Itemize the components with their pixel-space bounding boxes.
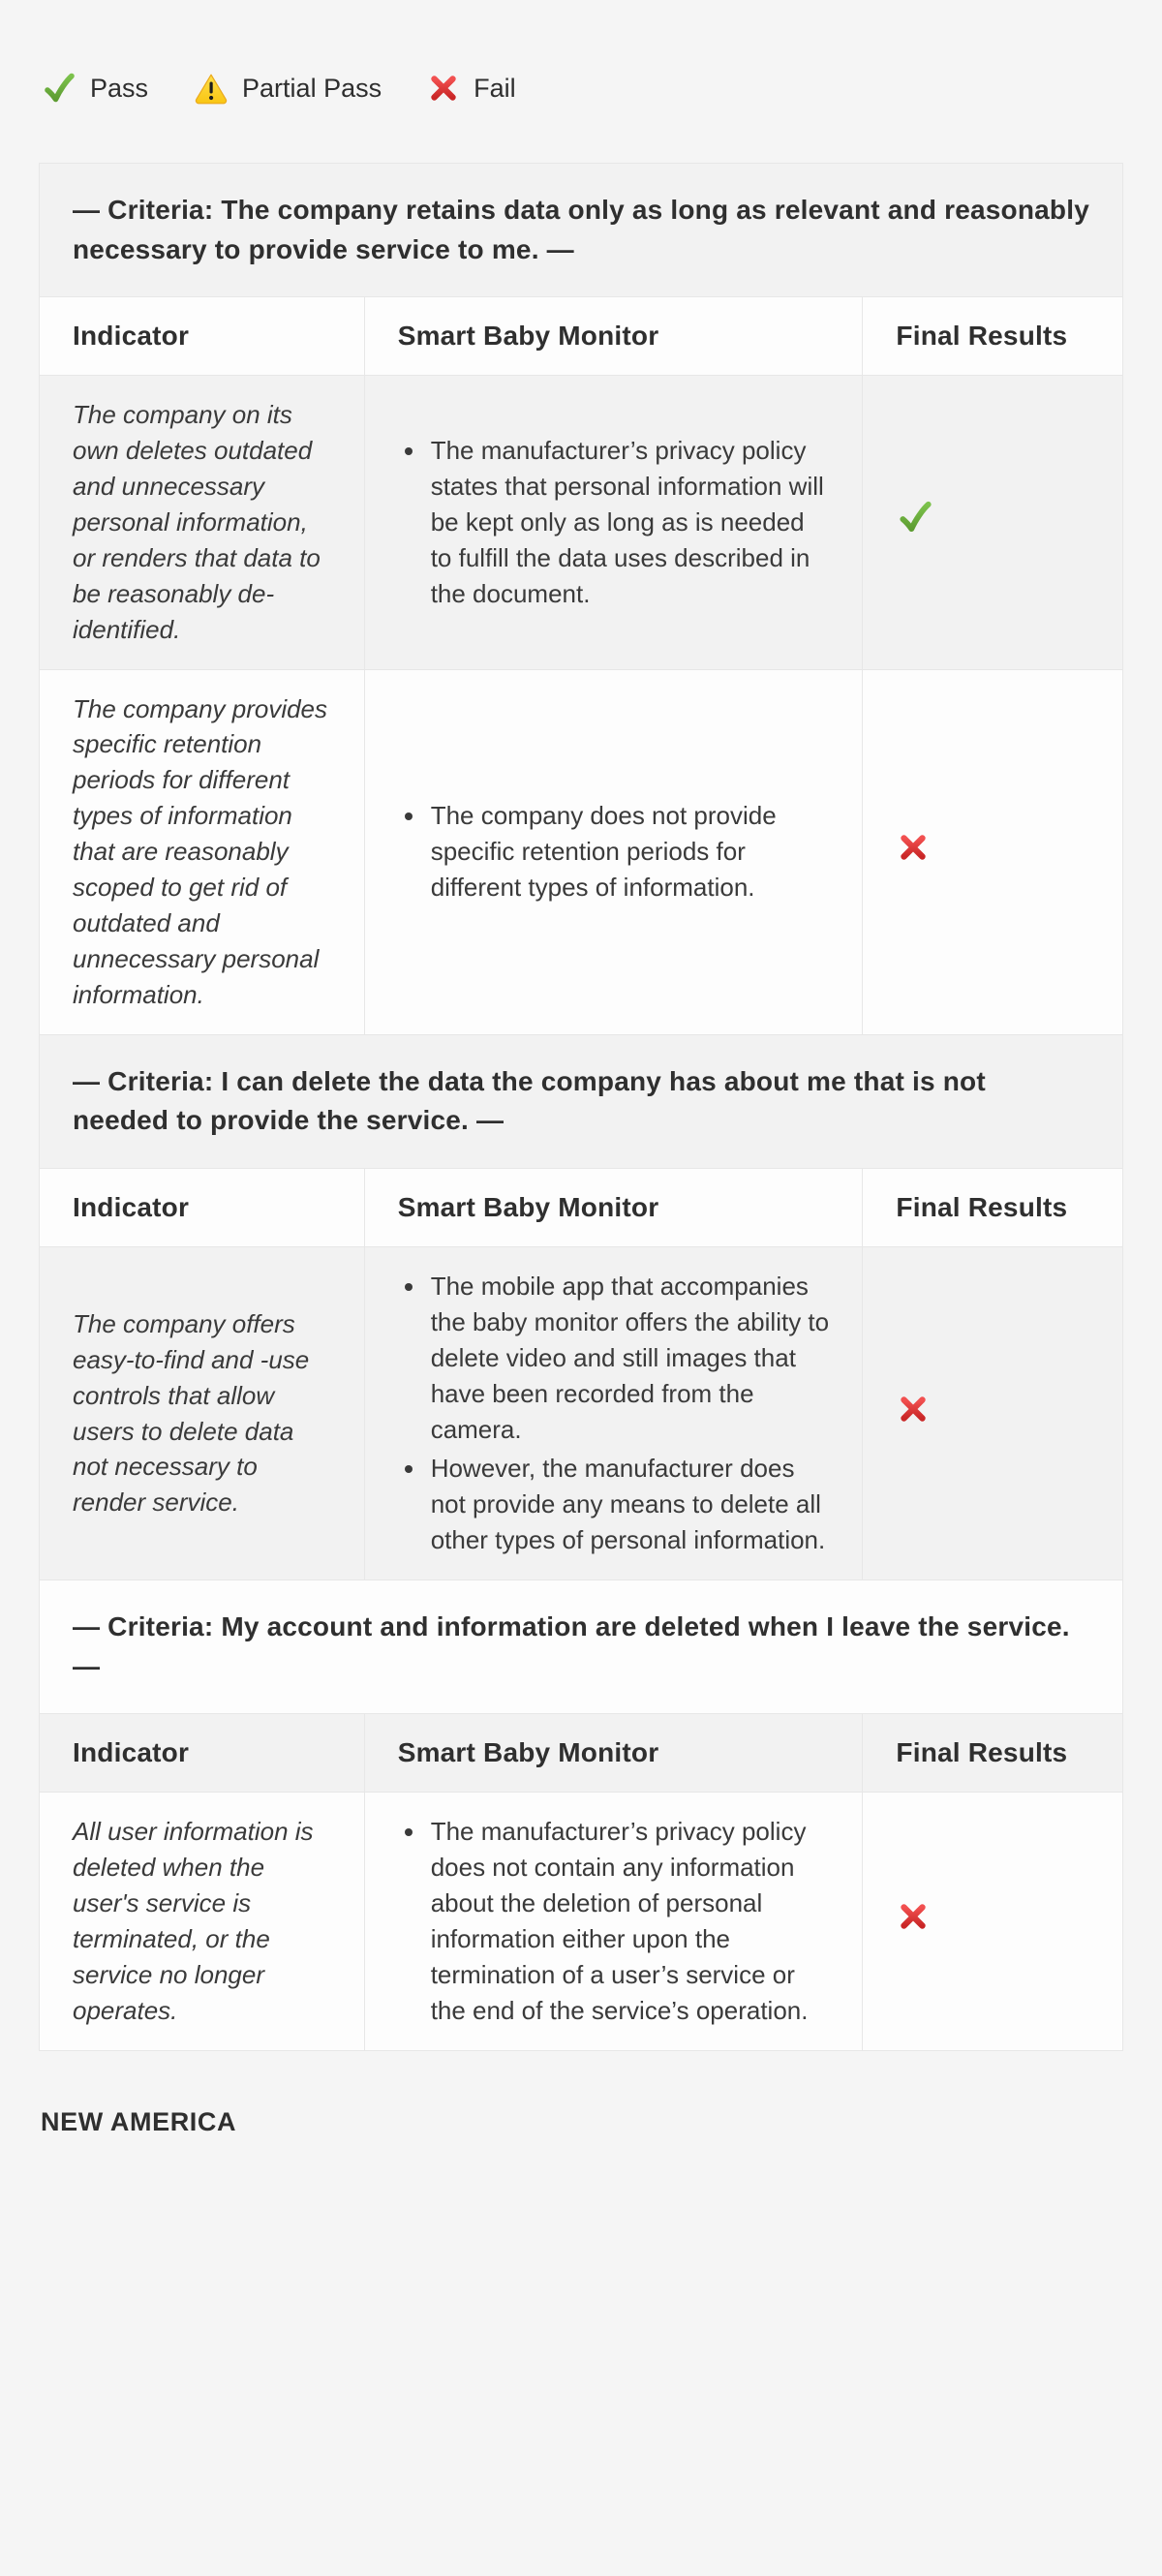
final-result-cell bbox=[863, 376, 1123, 669]
findings-cell bbox=[364, 376, 863, 669]
indicator-text: The company offers easy-to-find and -use controls that allow users to delete data not necessary to render service. bbox=[40, 1246, 365, 1579]
finding-item: • However, the manufacturer does not provide any means to delete all other types of personal information. bbox=[427, 1451, 830, 1558]
warning-icon bbox=[193, 72, 229, 105]
evaluation-table bbox=[39, 163, 1123, 2051]
table-row bbox=[40, 669, 1123, 1034]
findings-list bbox=[398, 1269, 830, 1558]
legend-label-fail: Fail bbox=[474, 73, 516, 103]
column-header-row bbox=[40, 1714, 1123, 1793]
column-header-indicator: Indicator bbox=[40, 297, 365, 376]
cross-icon bbox=[896, 1392, 931, 1426]
final-result-cell bbox=[863, 1246, 1123, 1579]
finding-item: • The mobile app that accompanies the baby monitor offers the ability to delete video and still images that have been recorded from the camera. bbox=[427, 1269, 830, 1448]
column-header-indicator: Indicator bbox=[40, 1168, 365, 1246]
legend-item-fail bbox=[426, 71, 516, 106]
finding-item: • The manufacturer’s privacy policy states that personal information will be kept only as long as is needed to fulfill the data uses described in the document. bbox=[427, 433, 830, 612]
check-icon bbox=[41, 70, 77, 107]
column-header-product: Smart Baby Monitor bbox=[364, 1168, 863, 1246]
column-header-final-results: Final Results bbox=[863, 1714, 1123, 1793]
criteria-banner: — Criteria: I can delete the data the company has about me that is not needed to provide the service. — bbox=[40, 1034, 1123, 1168]
final-result-cell bbox=[863, 669, 1123, 1034]
column-header-row bbox=[40, 297, 1123, 376]
cross-icon bbox=[896, 830, 931, 865]
findings-cell bbox=[364, 1793, 863, 2050]
legend bbox=[41, 70, 1123, 107]
column-header-row bbox=[40, 1168, 1123, 1246]
new-america-logo: NEW AMERICA bbox=[41, 2106, 237, 2136]
legend-item-pass bbox=[41, 70, 148, 107]
check-icon bbox=[896, 498, 934, 537]
table-row bbox=[40, 1793, 1123, 2050]
findings-cell bbox=[364, 669, 863, 1034]
column-header-product: Smart Baby Monitor bbox=[364, 297, 863, 376]
table-row bbox=[40, 376, 1123, 669]
legend-item-partial-pass bbox=[193, 72, 382, 105]
cross-icon bbox=[426, 71, 461, 106]
indicator-text: The company provides specific retention periods for different types of information that are reasonably scoped to get rid of outdated and unnecessary personal information. bbox=[40, 669, 365, 1034]
criteria-banner: — Criteria: My account and information are deleted when I leave the service. — bbox=[40, 1580, 1123, 1714]
criteria-banner-row bbox=[40, 1034, 1123, 1168]
cross-icon bbox=[896, 1899, 931, 1934]
table-row bbox=[40, 1246, 1123, 1579]
findings-list bbox=[398, 433, 830, 612]
criteria-banner: — Criteria: The company retains data only as long as relevant and reasonably necessary to provide service to me. — bbox=[40, 164, 1123, 297]
criteria-banner-row bbox=[40, 1580, 1123, 1714]
legend-label-partial-pass: Partial Pass bbox=[242, 73, 382, 103]
column-header-indicator: Indicator bbox=[40, 1714, 365, 1793]
finding-item: • The company does not provide specific retention periods for different types of information. bbox=[427, 798, 830, 905]
column-header-product: Smart Baby Monitor bbox=[364, 1714, 863, 1793]
final-result-cell bbox=[863, 1793, 1123, 2050]
indicator-text: The company on its own deletes outdated and unnecessary personal information, or renders that data to be reasonably de-identified. bbox=[40, 376, 365, 669]
findings-list bbox=[398, 1814, 830, 2028]
findings-cell bbox=[364, 1246, 863, 1579]
legend-label-pass: Pass bbox=[90, 73, 149, 103]
indicator-text: All user information is deleted when the user's service is terminated, or the service no longer operates. bbox=[40, 1793, 365, 2050]
column-header-final-results: Final Results bbox=[863, 1168, 1123, 1246]
findings-list bbox=[398, 798, 830, 905]
column-header-final-results: Final Results bbox=[863, 297, 1123, 376]
finding-item: • The manufacturer’s privacy policy does not contain any information about the deletion of personal information either upon the termination of a user’s service or the end of the service’s operation. bbox=[427, 1814, 830, 2028]
criteria-banner-row bbox=[40, 164, 1123, 297]
